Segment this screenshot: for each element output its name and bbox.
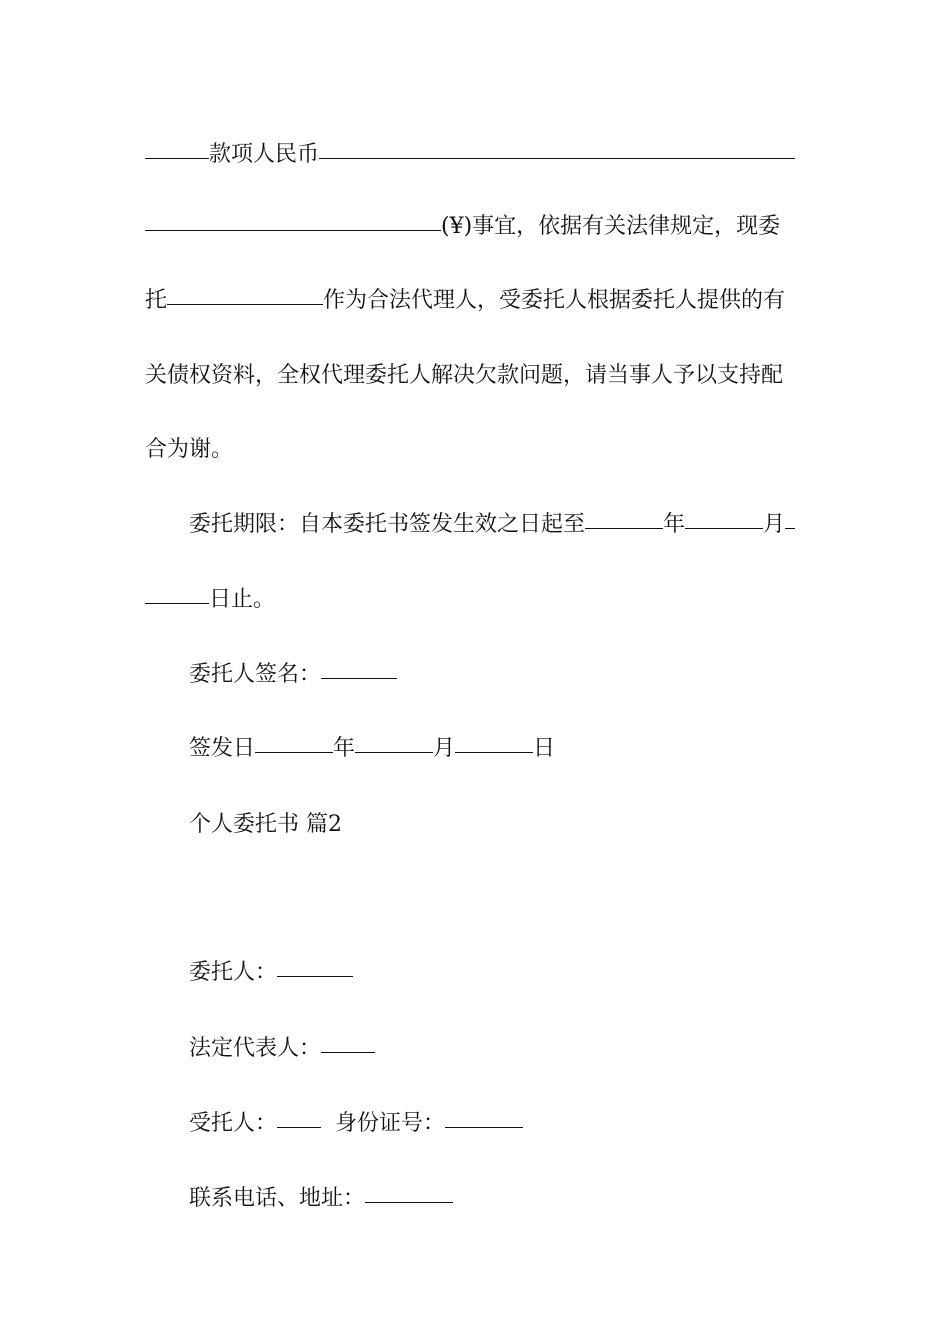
blank-line bbox=[355, 751, 433, 753]
text-term: 委托期限：自本委托书签发生效之日起至 bbox=[189, 512, 586, 537]
principal-line bbox=[189, 958, 849, 988]
paragraph-line-5 bbox=[145, 435, 805, 465]
text-month: 月 bbox=[433, 736, 456, 761]
principal-label: 委托人： bbox=[189, 960, 278, 985]
id-label: 身份证号： bbox=[335, 1111, 446, 1136]
paragraph-line-2 bbox=[145, 212, 805, 242]
issue-date-line bbox=[189, 734, 849, 764]
blank-line bbox=[277, 975, 353, 977]
blank-line bbox=[167, 303, 323, 305]
blank-line bbox=[365, 1201, 453, 1203]
blank-line bbox=[145, 157, 209, 159]
blank-line bbox=[321, 677, 397, 679]
term-end-line bbox=[145, 585, 805, 615]
blank-line bbox=[145, 602, 209, 604]
heading-text: 个人委托书 篇2 bbox=[189, 812, 342, 837]
blank-line bbox=[321, 1051, 375, 1053]
text-day: 日 bbox=[533, 736, 556, 761]
blank-line bbox=[685, 527, 763, 529]
text-entrust: 托 bbox=[145, 288, 168, 313]
section-heading bbox=[189, 810, 849, 840]
text-year: 年 bbox=[663, 512, 686, 537]
legal-rep-label: 法定代表人： bbox=[189, 1036, 322, 1061]
blank-line bbox=[445, 1126, 523, 1128]
agent-label: 受托人： bbox=[189, 1111, 278, 1136]
text-agent-role: 作为合法代理人，受委托人根据委托人提供的有 bbox=[323, 288, 786, 313]
contact-line bbox=[189, 1184, 849, 1214]
agent-line bbox=[189, 1109, 849, 1139]
signer-label: 委托人签名： bbox=[189, 662, 322, 687]
blank-line bbox=[455, 751, 533, 753]
paragraph-line-4 bbox=[145, 361, 805, 391]
term-line bbox=[189, 510, 849, 540]
text-thanks: 合为谢。 bbox=[145, 437, 234, 462]
blank-line bbox=[585, 527, 663, 529]
text-issue-date: 签发日 bbox=[189, 736, 256, 761]
text-term-end: 日止。 bbox=[209, 587, 276, 612]
text-month: 月 bbox=[763, 512, 786, 537]
blank-line bbox=[319, 157, 795, 159]
paragraph-line-1 bbox=[145, 140, 805, 170]
signer-line bbox=[189, 660, 849, 690]
text-amount: 款项人民币 bbox=[209, 142, 320, 167]
paragraph-line-3 bbox=[145, 286, 805, 316]
blank-line bbox=[145, 229, 441, 231]
contact-label: 联系电话、地址： bbox=[189, 1186, 366, 1211]
legal-rep-line bbox=[189, 1034, 849, 1064]
text-year: 年 bbox=[333, 736, 356, 761]
blank-line bbox=[785, 527, 795, 529]
text-authority: 关债权资料，全权代理委托人解决欠款问题，请当事人予以支持配 bbox=[145, 363, 784, 388]
blank-line bbox=[255, 751, 333, 753]
blank-line bbox=[277, 1126, 321, 1128]
text-matter: (¥)事宜，依据有关法律规定，现委 bbox=[441, 214, 781, 239]
